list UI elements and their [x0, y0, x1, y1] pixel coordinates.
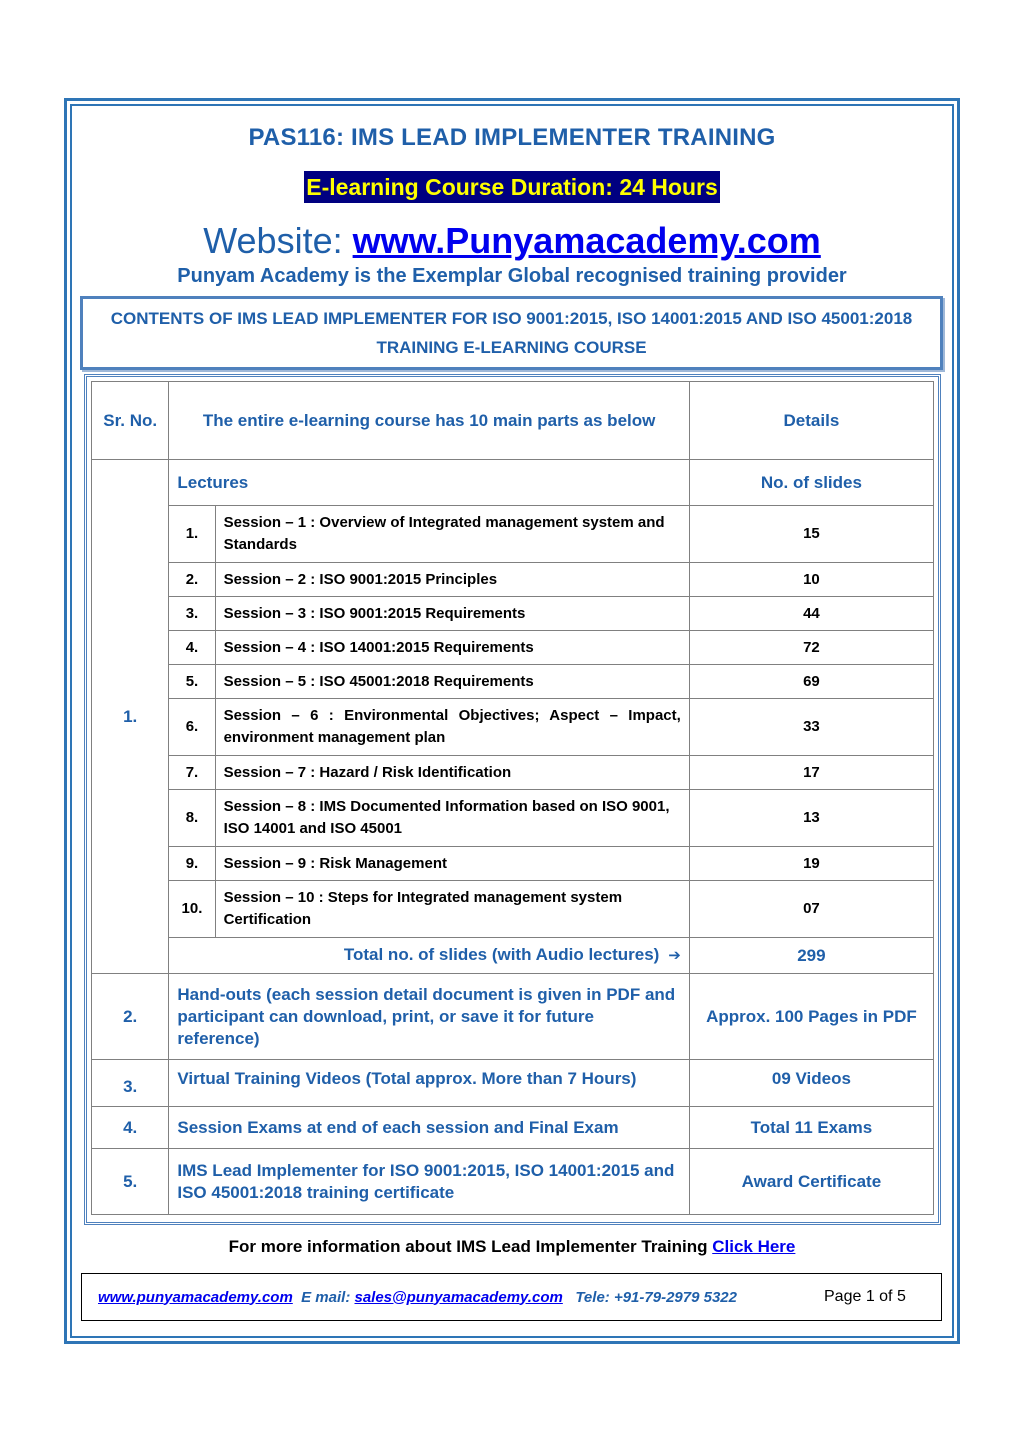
part-4-srno: 4.	[92, 1107, 169, 1149]
footer-email-label: E mail:	[292, 1288, 355, 1306]
table-row	[92, 699, 934, 756]
part-2-detail: Approx. 100 Pages in PDF	[689, 974, 933, 1060]
session-title: Session – 3 : ISO 9001:2015 Requirements	[215, 597, 689, 631]
session-title: Session – 1 : Overview of Integrated management system and Standards	[215, 506, 689, 563]
total-slides-cell	[169, 938, 689, 974]
part-5-desc: IMS Lead Implementer for ISO 9001:2015, ISO 14001:2015 and ISO 45001:2018 training certificate	[169, 1149, 689, 1215]
total-slides-label: Total no. of slides (with Audio lectures)	[343, 945, 660, 964]
table-row	[92, 506, 934, 563]
recognition-statement: Punyam Academy is the Exemplar Global recognised training provider	[177, 265, 847, 287]
session-no: 5.	[169, 665, 215, 699]
footer	[81, 1273, 942, 1321]
footer-tele: Tele: +91-79-2979 5322	[562, 1288, 737, 1306]
table-row	[92, 1149, 934, 1215]
session-title: Session – 5 : ISO 45001:2018 Requirements	[215, 665, 689, 699]
session-no: 4.	[169, 631, 215, 665]
duration-banner	[0, 171, 1024, 203]
website-label: Website:	[203, 220, 353, 261]
table-row	[92, 938, 934, 974]
footer-contact	[82, 1289, 824, 1306]
part-4-desc: Session Exams at end of each session and Final Exam	[169, 1107, 689, 1149]
session-title: Session – 6 : Environmental Objectives; Aspect – Impact, environment management plan	[215, 699, 689, 756]
course-contents-table	[91, 381, 934, 1215]
footer-email-link[interactable]: sales@punyamacademy.com	[354, 1288, 563, 1306]
session-slides: 10	[689, 563, 933, 597]
session-slides: 19	[689, 847, 933, 881]
website-link[interactable]: www.Punyamacademy.com	[352, 220, 821, 261]
session-title: Session – 9 : Risk Management	[215, 847, 689, 881]
session-no: 7.	[169, 756, 215, 790]
contents-heading: CONTENTS OF IMS LEAD IMPLEMENTER FOR ISO 9001:2015, ISO 14001:2015 AND ISO 45001:2018 TRAINING E-LEARNING COURSE	[110, 309, 913, 357]
duration-text: E-learning Course Duration: 24 Hours	[304, 171, 720, 203]
table-row	[92, 597, 934, 631]
session-slides: 44	[689, 597, 933, 631]
session-slides: 33	[689, 699, 933, 756]
table-row	[92, 847, 934, 881]
session-no: 1.	[169, 506, 215, 563]
part-3-srno: 3.	[92, 1060, 169, 1107]
contents-heading-box	[80, 296, 943, 370]
header-details: Details	[689, 382, 933, 460]
session-no: 9.	[169, 847, 215, 881]
click-here-link[interactable]: Click Here	[712, 1237, 796, 1256]
header-srno: Sr. No.	[92, 382, 169, 460]
session-slides: 17	[689, 756, 933, 790]
part-1-srno: 1.	[92, 460, 169, 974]
slides-label: No. of slides	[689, 460, 933, 506]
session-slides: 13	[689, 790, 933, 847]
website-line	[0, 220, 1024, 262]
session-no: 2.	[169, 563, 215, 597]
header-parts: The entire e-learning course has 10 main parts as below	[169, 382, 689, 460]
table-row	[92, 881, 934, 938]
table-row	[92, 1107, 934, 1149]
session-slides: 15	[689, 506, 933, 563]
part-2-srno: 2.	[92, 974, 169, 1060]
page-number: Page 1 of 5	[824, 1288, 906, 1305]
lectures-label: Lectures	[169, 460, 689, 506]
total-slides-value: 299	[689, 938, 933, 974]
table-row	[92, 1060, 934, 1107]
session-no: 6.	[169, 699, 215, 756]
page-title: PAS116: IMS LEAD IMPLEMENTER TRAINING	[248, 124, 776, 151]
more-info-text: For more information about IMS Lead Implementer Training	[228, 1237, 713, 1256]
part-5-detail: Award Certificate	[689, 1149, 933, 1215]
table-row	[92, 790, 934, 847]
session-no: 3.	[169, 597, 215, 631]
session-no: 8.	[169, 790, 215, 847]
footer-site-link[interactable]: www.punyamacademy.com	[98, 1288, 293, 1306]
part-4-detail: Total 11 Exams	[689, 1107, 933, 1149]
part-3-desc: Virtual Training Videos (Total approx. More than 7 Hours)	[169, 1060, 689, 1107]
session-title: Session – 10 : Steps for Integrated management system Certification	[215, 881, 689, 938]
table-row	[92, 631, 934, 665]
table-row	[92, 665, 934, 699]
table-header-row	[92, 382, 934, 460]
session-slides: 69	[689, 665, 933, 699]
table-row	[92, 460, 934, 506]
session-title: Session – 2 : ISO 9001:2015 Principles	[215, 563, 689, 597]
part-2-desc: Hand-outs (each session detail document is given in PDF and participant can download, print, or save it for future reference)	[169, 974, 689, 1060]
part-5-srno: 5.	[92, 1149, 169, 1215]
course-table-frame	[84, 374, 941, 1225]
session-slides: 07	[689, 881, 933, 938]
table-row	[92, 974, 934, 1060]
table-row	[92, 563, 934, 597]
session-title: Session – 7 : Hazard / Risk Identification	[215, 756, 689, 790]
session-title: Session – 4 : ISO 14001:2015 Requirements	[215, 631, 689, 665]
table-row	[92, 756, 934, 790]
more-info-line	[0, 1237, 1024, 1257]
arrow-right-icon: ➔	[664, 947, 681, 964]
session-no: 10.	[169, 881, 215, 938]
session-slides: 72	[689, 631, 933, 665]
part-3-detail: 09 Videos	[689, 1060, 933, 1107]
session-title: Session – 8 : IMS Documented Information based on ISO 9001, ISO 14001 and ISO 45001	[215, 790, 689, 847]
